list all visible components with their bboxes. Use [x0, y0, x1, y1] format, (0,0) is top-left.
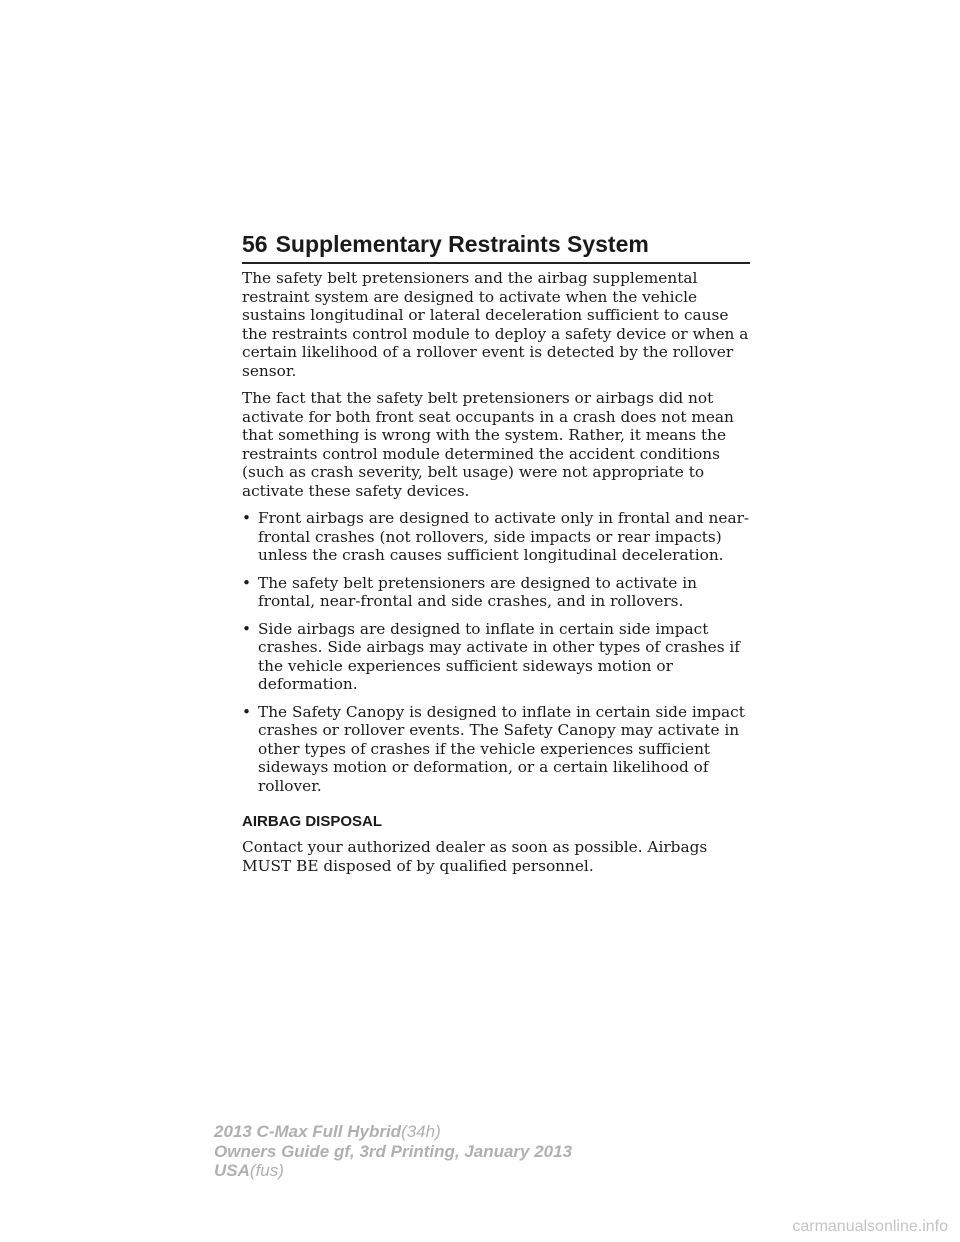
- bullet-icon: •: [242, 573, 252, 592]
- list-item-text: The Safety Canopy is designed to inflate in certain side impact crashes or rollover events. The Safety Canopy may activate in other types of crashes if the vehicle experiences sufficient sideways motion or deformation, or a certain likelihood of rollover.: [258, 702, 745, 795]
- body-paragraph-3: Contact your authorized dealer as soon as possible. Airbags MUST BE disposed of by qualified personnel.: [242, 838, 708, 875]
- list-item: [242, 703, 752, 796]
- list-item-text: Side airbags are designed to inflate in certain side impact crashes. Side airbags may activate in other types of crashes if the vehicle experiences sufficient sideways motion or deformation.: [258, 619, 740, 693]
- page-header: [242, 228, 750, 264]
- footer-market-code: (fus): [249, 1161, 284, 1180]
- list-item-text: The safety belt pretensioners are designed to activate in frontal, near-frontal and side crashes, and in rollovers.: [258, 573, 697, 610]
- footer-line-3: [214, 1161, 572, 1181]
- page-content: [242, 269, 752, 884]
- section-title: Supplementary Restraints System: [275, 231, 649, 257]
- footer-model-code: (34h): [401, 1122, 441, 1141]
- page-number: 56: [242, 231, 268, 257]
- footer-line-1: [214, 1122, 572, 1142]
- watermark: carmanualsonline.info: [792, 1218, 948, 1235]
- bullet-list: [242, 509, 752, 795]
- footer-market: USA: [214, 1161, 250, 1180]
- list-item-text: Front airbags are designed to activate only in frontal and near-frontal crashes (not rollovers, side impacts or rear impacts) unless the crash causes sufficient longitudinal deceleration.: [258, 509, 750, 564]
- footer-model: 2013 C-Max Full Hybrid: [214, 1122, 402, 1141]
- bullet-icon: •: [242, 509, 252, 527]
- footer-line-2: Owners Guide gf, 3rd Printing, January 2013: [214, 1141, 573, 1161]
- list-item: [242, 509, 752, 565]
- bullet-icon: •: [242, 619, 252, 638]
- airbag-disposal-heading: AIRBAG DISPOSAL: [242, 813, 383, 830]
- bullet-icon: •: [242, 702, 252, 721]
- print-footer: [214, 1122, 572, 1181]
- list-item: [242, 574, 752, 611]
- list-item: [242, 620, 752, 694]
- body-paragraph-1: The safety belt pretensioners and the airbag supplemental restraint system are designed to activate when the vehicle sustains longitudinal or lateral deceleration sufficient to cause the restraints control module to deploy a safety device or when a certain likelihood of a rollover event is detected by the rollover sensor.: [242, 269, 749, 380]
- body-paragraph-2: The fact that the safety belt pretensioners or airbags did not activate for both front seat occupants in a crash does not mean that something is wrong with the system. Rather, it means the restraints control module determined the accident conditions (such as crash severity, belt usage) were not appropriate to activate these safety devices.: [242, 389, 734, 500]
